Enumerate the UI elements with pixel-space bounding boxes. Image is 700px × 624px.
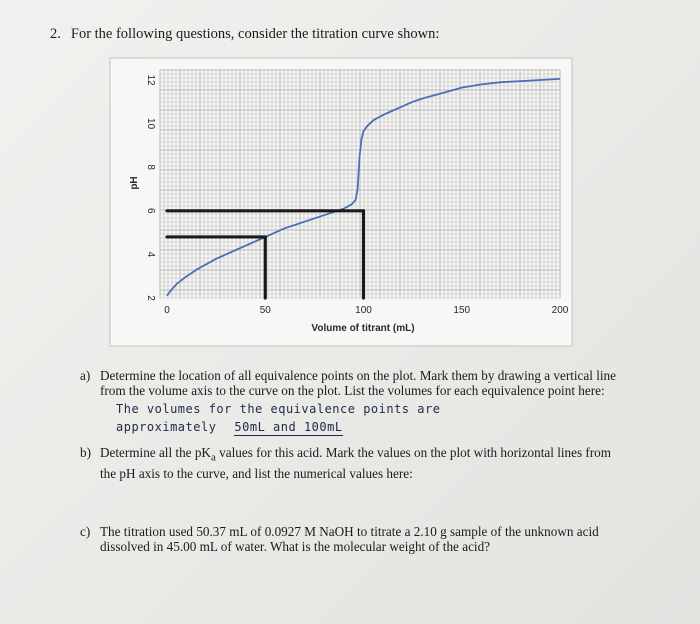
part-b-line1-pre: Determine all the pK xyxy=(100,445,211,460)
x-axis-title: Volume of titrant (mL) xyxy=(311,323,415,334)
part-c xyxy=(80,524,670,554)
part-b-line1-post: values for this acid. Mark the values on the plot with horizontal lines from xyxy=(215,445,612,460)
part-b-line2: the pH axis to the curve, and list the numerical values here: xyxy=(100,465,413,481)
x-tick-label: 150 xyxy=(453,305,471,316)
part-a-line2: from the volume axis to the curve on the plot. List the volumes for each equivalence point here: xyxy=(100,383,605,398)
handwritten-volumes: 50mL and 100mL xyxy=(234,420,343,434)
y-tick-label: 2 xyxy=(145,295,156,301)
x-tick-label: 200 xyxy=(551,305,569,316)
part-c-label: c) xyxy=(80,524,91,539)
part-b-label: b) xyxy=(80,445,91,460)
part-b-subscript: a xyxy=(210,451,216,464)
y-tick-label: 8 xyxy=(145,164,156,170)
x-tick-label: 50 xyxy=(259,305,271,316)
question-number: 2. xyxy=(50,26,61,42)
handwritten-answer-line1: The volumes for the equivalence points are xyxy=(116,402,441,416)
part-c-line2: dissolved in 45.00 mL of water. What is the molecular weight of the acid? xyxy=(100,539,491,554)
y-tick-label: 4 xyxy=(145,251,156,258)
part-b xyxy=(80,445,670,481)
y-tick-label: 12 xyxy=(145,74,156,86)
y-tick-label: 6 xyxy=(145,208,156,214)
part-a-label: a) xyxy=(80,368,91,383)
part-c-line1: The titration used 50.37 mL of 0.0927 M NaOH to titrate a 2.10 g sample of the unknown acid xyxy=(100,524,599,539)
y-axis-title: pH xyxy=(129,176,140,190)
handwritten-answer-line2 xyxy=(116,420,343,434)
part-a-line1: Determine the location of all equivalence points on the plot. Mark them by drawing a vertical line xyxy=(100,368,616,383)
y-tick-label: 10 xyxy=(145,118,156,130)
chart-grid xyxy=(160,70,560,298)
question-text: For the following questions, consider the titration curve shown: xyxy=(70,26,440,42)
x-tick-label: 100 xyxy=(355,305,372,316)
x-tick-label: 0 xyxy=(164,305,170,316)
part-a xyxy=(80,368,670,398)
handwritten-approximately: approximately xyxy=(116,420,217,434)
